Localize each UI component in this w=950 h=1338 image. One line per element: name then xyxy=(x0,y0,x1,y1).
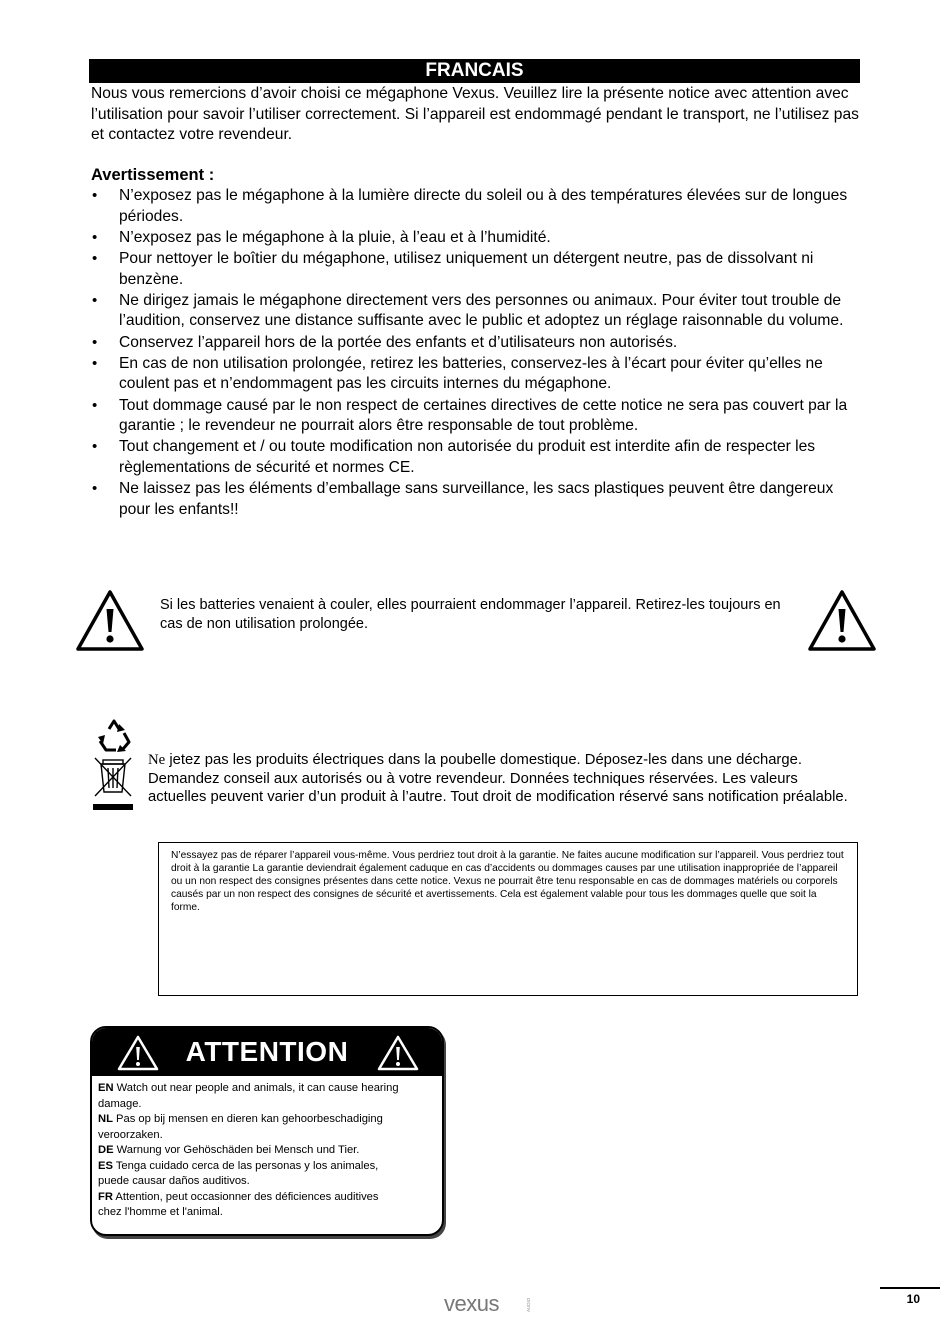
attention-text: Attention, peut occasionner des déficiences auditives xyxy=(112,1190,379,1203)
attention-line xyxy=(98,1112,438,1128)
warnings-heading: Avertissement : xyxy=(91,166,215,184)
disposal-notice xyxy=(148,751,858,807)
attention-text: chez l'homme et l'animal. xyxy=(98,1206,223,1218)
language-code: NL xyxy=(98,1113,113,1125)
language-code: DE xyxy=(98,1144,114,1156)
list-item xyxy=(91,437,861,478)
language-code: ES xyxy=(98,1159,113,1172)
list-item xyxy=(91,249,861,290)
disposal-body: jetez pas les produits électriques dans la poubelle domestique. Déposez-les dans une décharge. Demandez conseil aux autorisés ou à votre revendeur. Données techniques réservées. Les valeurs actuelles peuvent varier d’un produit à l’autre. Tout droit de modification réservé sans notification préalable. xyxy=(148,752,848,805)
list-item xyxy=(91,333,861,354)
attention-line xyxy=(98,1205,438,1221)
bullet-icon: • xyxy=(92,228,98,246)
attention-title: ATTENTION xyxy=(185,1036,349,1067)
logo-sub: AUDIO xyxy=(526,1297,531,1312)
bullet-icon: • xyxy=(92,187,98,204)
list-item xyxy=(91,186,861,227)
recycle-icon xyxy=(95,717,133,755)
attention-line xyxy=(98,1174,438,1190)
page-number-rule xyxy=(880,1287,940,1289)
warning-text: N’exposez pas le mégaphone à la lumière directe du soleil ou à des températures élevées sur de longues périodes. xyxy=(119,187,848,225)
attention-panel xyxy=(90,1026,444,1236)
attention-line xyxy=(98,1128,438,1144)
attention-text: Watch out near people and animals, it can cause hearing xyxy=(113,1082,399,1094)
bullet-icon: • xyxy=(92,249,98,267)
attention-line xyxy=(98,1097,438,1113)
attention-text: Tenga cuidado cerca de las personas y los animales, xyxy=(112,1159,379,1172)
list-item xyxy=(91,396,861,437)
repair-notice-text: N’essayez pas de réparer l’appareil vous-même. Vous perdriez tout droit à la garantie. Ne faites aucune modification sur l’appareil. Vous perdriez tout droit à la garantie La garantie deviendrait également caduque en cas d’accidents ou dommages causes par une utilisation inappropriée de l’appareil ou un non respect des consignes présentes dans cette notice. Vexus ne pourrait être tenu responsable en cas de dommages matériels ou corporels causés par un non respect des consignes de sécurité et avertissements. Cela est également valable pour tous les dommages quelle que soit la forme. xyxy=(171,850,844,913)
warning-triangle-icon xyxy=(376,1034,420,1072)
language-code: EN xyxy=(98,1082,114,1094)
language-code: FR xyxy=(98,1190,113,1203)
warning-text: Ne laissez pas les éléments d’emballage sans surveillance, les sacs plastiques peuvent être dangereux pour les enfants!! xyxy=(119,480,834,518)
bullet-icon: • xyxy=(92,480,98,498)
vexus-logo xyxy=(444,1292,534,1318)
intro-paragraph: Nous vous remercions d’avoir choisi ce mégaphone Vexus. Veuillez lire la présente notice avec attention avec l’utilisation pour savoir l’utiliser correctement. Si l’appareil est endommagé pendant le transport, ne l’utilisez pas et contactez votre revendeur. xyxy=(91,85,859,143)
bullet-icon: • xyxy=(92,291,98,309)
warning-text: Ne dirigez jamais le mégaphone directement vers des personnes ou animaux. Pour éviter tout trouble de l’audition, conservez une distance suffisante avec le public et adoptez un réglage raisonnable du volume. xyxy=(119,291,844,330)
attention-header xyxy=(92,1028,442,1076)
crossed-bin-icon xyxy=(91,752,135,812)
logo-text: vexus xyxy=(444,1292,499,1316)
attention-line xyxy=(98,1081,438,1097)
disposal-lead: Ne xyxy=(148,752,166,768)
attention-text: puede causar daños auditivos. xyxy=(98,1175,250,1187)
attention-text: Pas op bij mensen en dieren kan gehoorbeschadiging xyxy=(112,1113,383,1125)
warning-text: En cas de non utilisation prolongée, retirez les batteries, conservez-les à l’écart pour éviter qu’elles ne coulent pas et n’endommagent pas les circuits internes du mégaphone. xyxy=(119,354,823,393)
bullet-icon: • xyxy=(92,438,98,456)
attention-text: veroorzaken. xyxy=(98,1128,163,1141)
list-item xyxy=(91,291,861,332)
attention-line xyxy=(98,1159,438,1175)
warning-text: Tout dommage causé par le non respect de certaines directives de cette notice ne sera pas couvert par la garantie ; le revendeur ne pourrait alors être responsable de tout problème. xyxy=(119,396,848,435)
page-number: 10 xyxy=(906,1292,920,1306)
warnings-list xyxy=(91,186,861,521)
warning-text: Pour nettoyer le boîtier du mégaphone, utilisez uniquement un détergent neutre, pas de dissolvant ni benzène. xyxy=(119,249,814,288)
bullet-icon: • xyxy=(92,396,98,414)
warning-triangle-icon xyxy=(807,589,877,653)
warning-text: Tout changement et / ou toute modification non autorisée du produit est interdite afin de respecter les règlementations de sécurité et normes CE. xyxy=(119,438,816,476)
warning-triangle-icon xyxy=(75,589,145,653)
warning-text: Conservez l’appareil hors de la portée des enfants et d’utilisateurs non autorisés. xyxy=(119,333,678,351)
list-item xyxy=(91,354,861,395)
attention-line xyxy=(98,1143,438,1159)
attention-text: Warnung vor Gehöschäden bei Mensch und Tier. xyxy=(113,1144,360,1156)
list-item xyxy=(91,228,861,249)
bullet-icon: • xyxy=(92,354,98,372)
repair-notice-box xyxy=(158,842,858,996)
list-item xyxy=(91,479,861,520)
attention-line xyxy=(98,1190,438,1206)
attention-text: damage. xyxy=(98,1097,142,1110)
bullet-icon: • xyxy=(92,333,98,351)
warning-text: N’exposez pas le mégaphone à la pluie, à l’eau et à l’humidité. xyxy=(119,228,551,246)
section-title: FRANCAIS xyxy=(89,59,860,83)
battery-notice: Si les batteries venaient à couler, elles pourraient endommager l’appareil. Retirez-les toujours en cas de non utilisation prolongée. xyxy=(160,597,781,632)
attention-lines xyxy=(98,1081,438,1221)
